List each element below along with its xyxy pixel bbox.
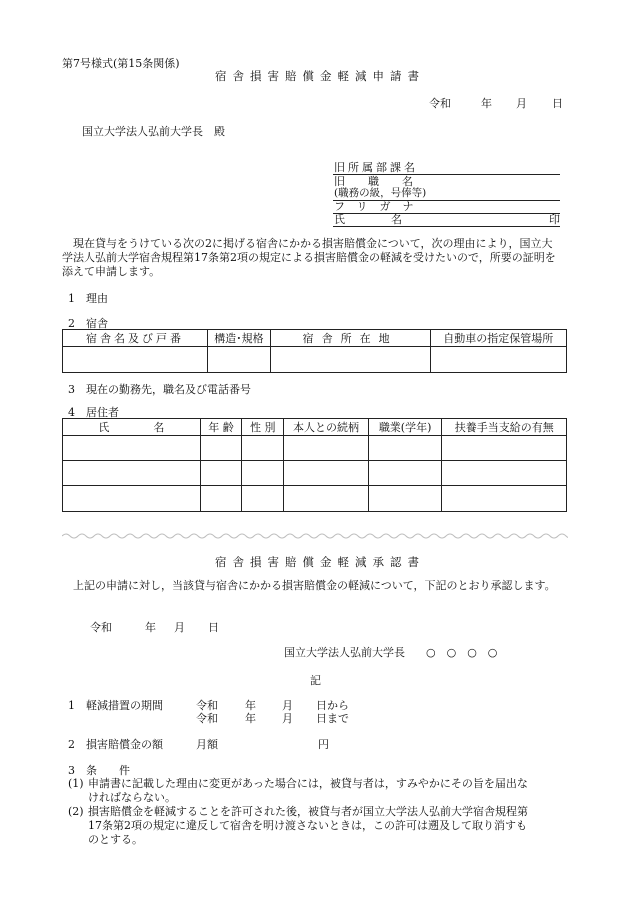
item1-from-day: 日から [316,699,349,712]
residents-header-age: 年 齢 [200,419,242,436]
housing-table [62,329,567,373]
seal-mark: 印 [549,213,560,226]
condition-2: 損害賠償金を軽減することを許可された後，被貸与者が国立大学法人弘前大学宿舎規程第17条第2項の規定に違反して宿舎を明け渡さないときは，この許可は遡及して取り消すものとする。 [88,805,528,846]
former-dept-label: 旧所属部課名 [334,161,418,174]
item3-label: 3 条 件 [68,764,130,777]
table-row [63,436,567,461]
approval-date-era: 令和 [90,621,112,634]
approval-date-day: 日 [208,621,219,634]
application-date-year: 年 [481,97,492,110]
issuer: 国立大学法人弘前大学長 [284,646,405,659]
name-label: 氏 名 [334,213,410,226]
housing-header-structure: 構造･規格 [208,330,271,347]
housing-header-name: 宿舎名及び戸番 [63,330,208,347]
residents-table [62,418,567,512]
former-post-label: 旧 職 名 [334,175,419,188]
section-3-workplace: 3 現在の勤務先，職名及び電話番号 [68,383,251,396]
item1-to-era: 令和 [196,712,218,725]
application-date-day: 日 [552,97,563,110]
application-date-month: 月 [516,97,527,110]
section-4-residents: 4 居住者 [68,406,119,419]
application-body: 現在貸与をうけている次の2に掲げる宿舎にかかる損害賠償金について，次の理由により，国立大学法人弘前大学宿舎規程第17条第2項の規定による損害賠償金の軽減を受けたいので，所要の証明を添えて申請します。 [62,237,556,278]
item1-from-era: 令和 [196,699,218,712]
issuer-seal-circles: ○ ○ ○ ○ [426,646,498,659]
item2-label: 2 損害賠償金の額 [68,738,163,751]
condition-2-number: (2) [68,805,84,818]
item1-to-month: 月 [282,712,293,725]
housing-cell [208,347,271,373]
cut-line-divider [62,532,568,540]
item1-to-day: 日まで [316,712,349,725]
section-1-reason: 1 理由 [68,292,108,305]
item1-from-month: 月 [282,699,293,712]
item2-monthly: 月額 [196,738,218,751]
furigana-label: フリガナ [334,200,426,213]
item2-yen: 円 [318,738,329,751]
condition-1-number: (1) [68,777,84,790]
table-row [63,486,567,512]
approval-date-month: 月 [174,621,185,634]
addressee: 国立大学法人弘前大学長 殿 [82,125,225,138]
item1-to-year: 年 [245,712,256,725]
application-title: 宿舎損害賠償金軽減申請書 [215,69,425,83]
section-2-housing: 2 宿舎 [68,317,108,330]
name-line [333,226,560,227]
residents-header-name: 氏 名 [63,419,201,436]
residents-header-occupation: 職業(学年) [368,419,442,436]
grade-label: (職務の級，号俸等) [334,187,427,199]
application-date-era: 令和 [429,97,451,110]
housing-cell [63,347,208,373]
table-row [63,461,567,486]
approval-title: 宿舎損害賠償金軽減承認書 [215,555,425,569]
item1-label: 1 軽減措置の期間 [68,699,163,712]
housing-cell [430,347,566,373]
table-row [63,347,567,373]
residents-header-relation: 本人との続柄 [284,419,369,436]
approval-date-year: 年 [145,621,156,634]
housing-header-location: 宿舎所在地 [270,330,430,347]
residents-header-sex: 性 別 [242,419,284,436]
approval-body: 上記の申請に対し，当該貸与宿舎にかかる損害賠償金の軽減について，下記のとおり承認します。 [73,579,556,592]
form-number: 第7号様式(第15条関係) [62,57,180,70]
ki-note: 記 [310,674,321,687]
item1-from-year: 年 [245,699,256,712]
condition-1: 申請書に記載した理由に変更があった場合には，被貸与者は，すみやかにその旨を届出なければならない。 [88,777,528,804]
residents-header-allowance: 扶養手当支給の有無 [442,419,567,436]
housing-cell [270,347,430,373]
housing-header-parking: 自動車の指定保管場所 [430,330,566,347]
